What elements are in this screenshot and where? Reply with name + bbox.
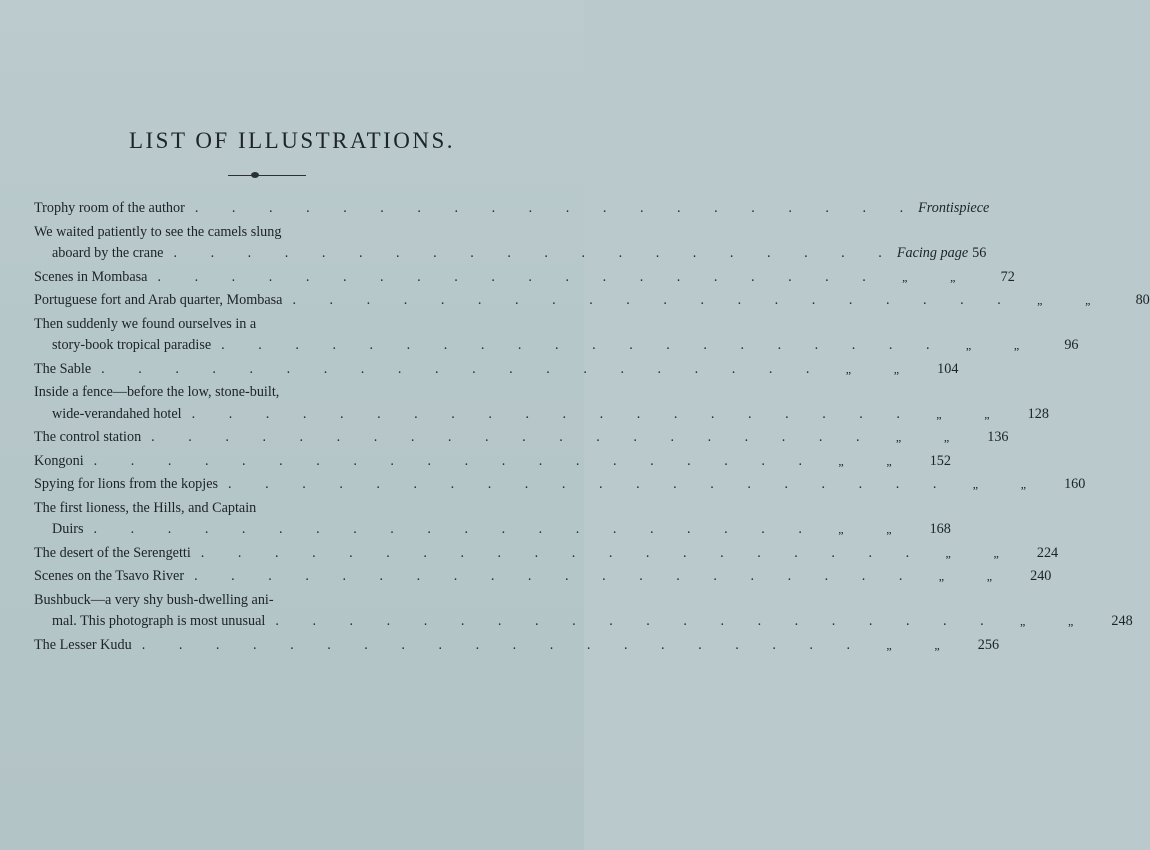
leader-dots: . . . . . . . . . . . . . . . . . . . .: [93, 452, 817, 469]
page-number: 224: [1036, 544, 1059, 561]
ditto-mark: „: [972, 477, 979, 491]
ditto-mark: „: [934, 637, 940, 652]
leader-dots: . . . . . . . . . . . . . . . . . . . .: [221, 337, 945, 353]
entry-caption: Trophy room of the author: [34, 200, 185, 216]
ditto-mark: „: [886, 453, 892, 468]
ditto-mark: „: [886, 522, 892, 536]
entry-line: [34, 243, 987, 265]
ditto-mark: „: [838, 522, 844, 536]
leader-dots: . . . . . . . . . . . . . . . . . . . .: [194, 200, 919, 216]
rule-ornament-dot: [251, 172, 259, 178]
page-number: 80: [1135, 292, 1150, 308]
entry-caption: The Lesser Kudu: [34, 636, 132, 653]
ditto-mark: „: [943, 430, 950, 444]
entry-line: [34, 222, 484, 244]
ditto-mark: „: [886, 637, 892, 652]
illustration-entry: [34, 451, 951, 473]
entry-line: [34, 359, 959, 381]
entry-line: [34, 590, 484, 612]
page-reference: [817, 451, 951, 473]
ditto-mark: „: [938, 569, 945, 583]
illustration-entry: [34, 427, 1009, 449]
page-number: 256: [977, 636, 1000, 653]
leader-dots: . . . . . . . . . . . . . . . . . . . .: [194, 568, 918, 584]
leader-dots: . . . . . . . . . . . . . . . . . . . .: [275, 613, 999, 629]
page-reference: [817, 519, 951, 541]
ditto-mark: „: [902, 269, 908, 284]
entry-line: [34, 290, 1150, 312]
entry-line: [34, 335, 1079, 357]
entry-caption: The Sable: [34, 360, 92, 377]
page-number: 72: [1000, 268, 1015, 285]
entry-caption: wide-verandahed hotel: [52, 405, 182, 422]
illustration-entry: [34, 566, 1052, 588]
ditto-mark: „: [895, 430, 902, 444]
page-reference: [999, 611, 1133, 633]
entry-caption: The desert of the Serengetti: [34, 544, 191, 561]
page-number: 168: [929, 521, 951, 537]
illustration-entry: [34, 198, 990, 220]
ditto-mark: „: [1020, 614, 1026, 628]
entry-caption: Kongoni: [34, 452, 84, 469]
entry-line: [34, 404, 1049, 426]
entry-line: [34, 543, 1059, 565]
page-number: 56: [972, 245, 987, 261]
ditto-mark: „: [838, 453, 844, 468]
ditto-mark: „: [1013, 338, 1020, 352]
page-number: 136: [987, 429, 1009, 445]
illustration-entry: [34, 359, 959, 381]
leader-dots: . . . . . . . . . . . . . . . . . . . .: [93, 521, 817, 537]
page-number: 240: [1030, 568, 1052, 584]
ditto-mark: „: [893, 361, 900, 376]
leader-dots: . . . . . . . . . . . . . . . . . . . .: [141, 636, 866, 653]
page-number: 128: [1027, 405, 1049, 422]
illustration-entry: [34, 498, 951, 541]
leader-dots: . . . . . . . . . . . . . . . . . . . .: [173, 245, 897, 261]
page-number: 160: [1064, 476, 1086, 492]
leader-dots: . . . . . . . . . . . . . . . . . . . .: [191, 405, 915, 422]
page-reference: [951, 474, 1085, 496]
entry-line: [34, 427, 1009, 449]
entry-line: [34, 566, 1052, 588]
entry-caption: Duirs: [52, 521, 84, 537]
leader-dots: . . . . . . . . . . . . . . . . . . . .: [101, 360, 825, 377]
entry-line: [34, 474, 1086, 496]
illustration-entry: [34, 635, 1000, 657]
page-reference: [918, 198, 989, 220]
entry-caption: Scenes on the Tsavo River: [34, 568, 185, 584]
page-number: 104: [937, 360, 959, 377]
entry-caption: Bushbuck—a very shy bush-dwelling ani-: [34, 591, 274, 608]
ditto-mark: „: [965, 338, 972, 352]
illustration-entry: [34, 543, 1059, 565]
entry-line: [34, 267, 1015, 289]
entry-line: [34, 611, 1133, 633]
entry-caption: story-book tropical paradise: [52, 337, 212, 353]
illustration-entry: [34, 474, 1086, 496]
page-number: 248: [1111, 613, 1133, 629]
page-title: LIST OF ILLUSTRATIONS.: [128, 128, 456, 153]
page-number: 152: [929, 452, 951, 469]
entry-line: [34, 451, 951, 473]
entry-caption: Then suddenly we found ourselves in a: [34, 315, 257, 332]
page-reference: [897, 243, 987, 265]
ditto-mark: „: [1037, 293, 1043, 307]
leader-dots: . . . . . . . . . . . . . . . . . . . .: [151, 429, 875, 445]
ditto-mark: „: [1085, 293, 1091, 307]
page-reference: [865, 635, 999, 657]
ditto-mark: „: [993, 545, 999, 560]
entry-line: [34, 498, 484, 520]
ditto-mark: „: [845, 361, 852, 376]
entry-line: [34, 635, 1000, 657]
page-reference: [881, 267, 1015, 289]
page-reference: [917, 566, 1051, 588]
entry-caption: The control station: [34, 429, 142, 445]
ornamental-rule: [228, 175, 306, 176]
entry-caption: Portuguese fort and Arab quarter, Mombasa: [34, 292, 283, 308]
entry-caption: Scenes in Mombasa: [34, 268, 148, 285]
leader-dots: . . . . . . . . . . . . . . . . . . . .: [200, 544, 925, 561]
leader-dots: . . . . . . . . . . . . . . . . . . . .: [228, 476, 952, 492]
page-reference: [945, 335, 1079, 357]
entry-caption: mal. This photograph is most unusual: [52, 613, 266, 629]
entry-caption: Inside a fence—before the low, stone-built,: [34, 384, 280, 400]
page-reference: [875, 427, 1009, 449]
frontispiece-label: Frontispiece: [918, 200, 990, 216]
illustration-entry: [34, 290, 1150, 312]
illustration-entry: [34, 222, 987, 265]
ditto-mark: „: [950, 269, 956, 284]
ditto-mark: „: [1068, 614, 1074, 628]
entry-line: [34, 382, 484, 404]
page-reference: [915, 404, 1049, 426]
illustrations-list: [34, 198, 1150, 658]
entry-line: [34, 314, 484, 336]
ditto-mark: „: [936, 406, 942, 421]
leader-dots: . . . . . . . . . . . . . . . . . . . .: [292, 292, 1016, 308]
entry-caption: aboard by the crane: [52, 245, 164, 261]
leader-dots: . . . . . . . . . . . . . . . . . . . .: [157, 268, 881, 285]
entry-caption: We waited patiently to see the camels slung: [34, 223, 282, 240]
page-number: 96: [1064, 337, 1079, 353]
illustration-entry: [34, 314, 1079, 357]
ditto-mark: „: [1020, 477, 1027, 491]
ditto-mark: „: [945, 545, 951, 560]
ditto-mark: „: [984, 406, 990, 421]
entry-caption: Spying for lions from the kopjes: [34, 476, 219, 492]
illustration-entry: [34, 267, 1015, 289]
illustration-entry: [34, 590, 1133, 633]
page-reference: [824, 359, 958, 381]
page-reference: [924, 543, 1058, 565]
illustration-entry: [34, 382, 1049, 425]
entry-line: [34, 519, 951, 541]
entry-line: [34, 198, 990, 220]
page-reference: [1016, 290, 1150, 312]
entry-caption: The first lioness, the Hills, and Captain: [34, 499, 257, 516]
ditto-mark: „: [986, 569, 993, 583]
facing-page-label: Facing page: [896, 245, 969, 261]
